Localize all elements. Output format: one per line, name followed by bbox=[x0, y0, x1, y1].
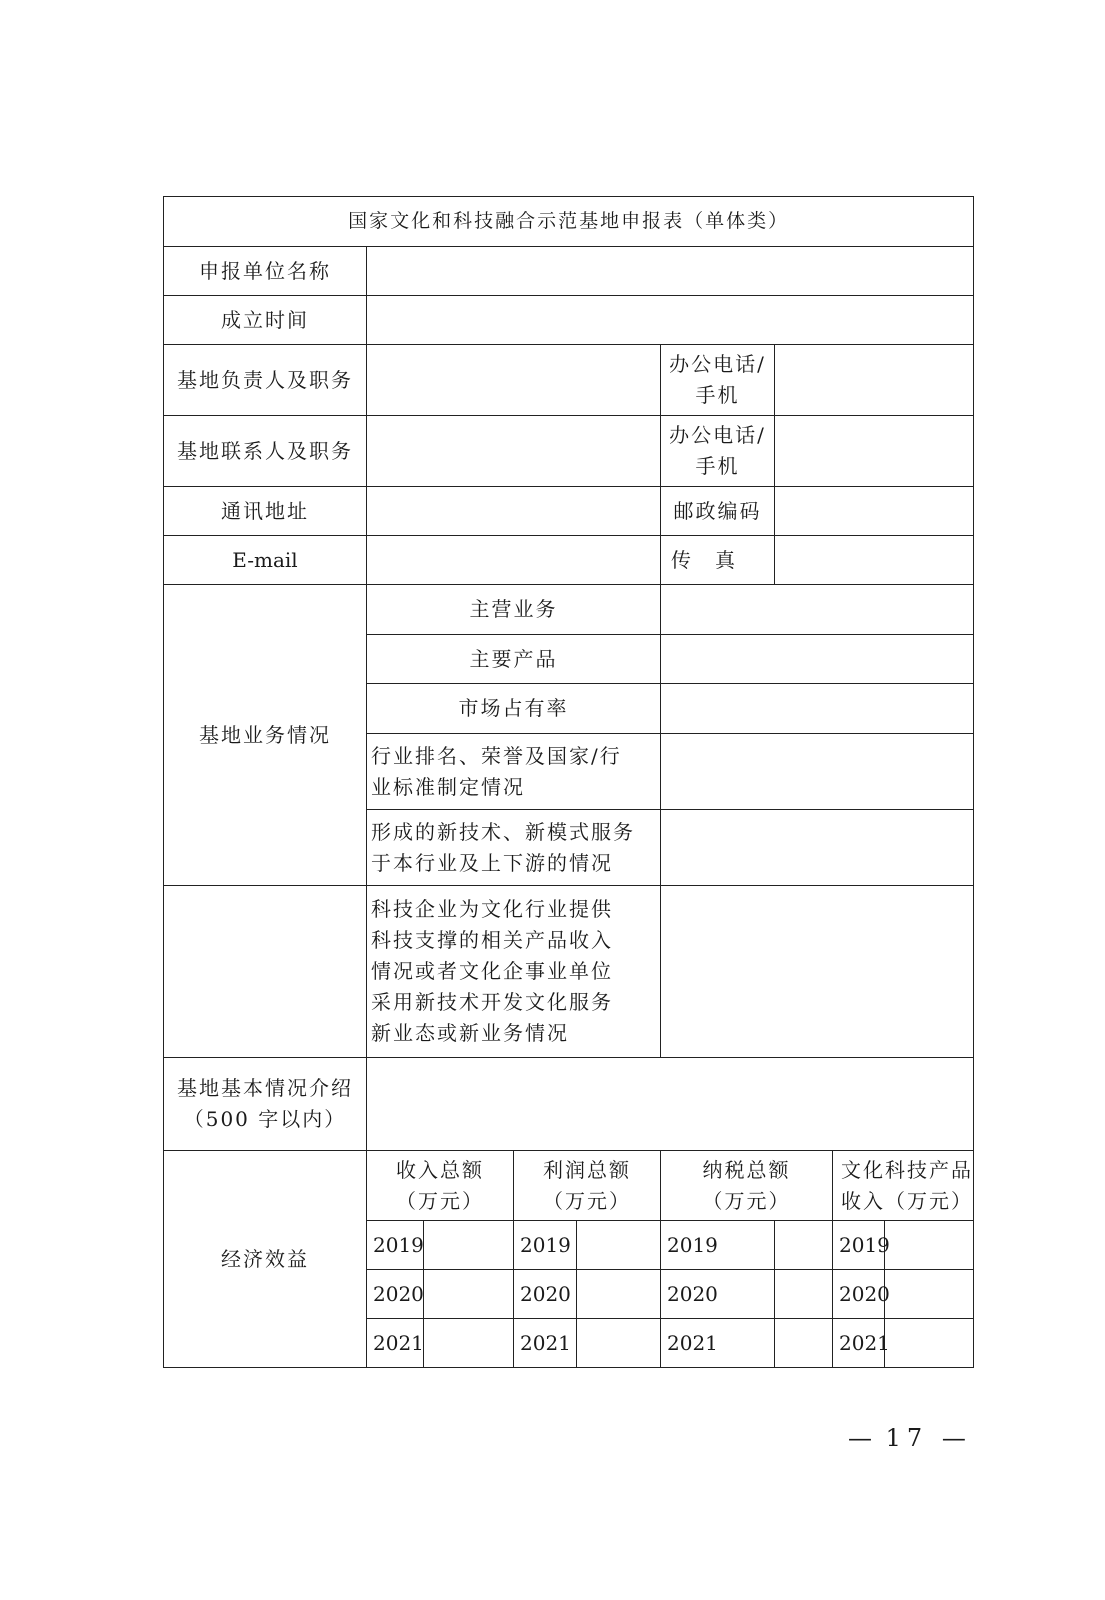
econ-header-revenue bbox=[367, 1151, 514, 1221]
contact-phone-field[interactable] bbox=[775, 416, 974, 487]
row-address bbox=[164, 487, 974, 536]
year-label-revenue: 2021 bbox=[367, 1319, 424, 1368]
main-business-label: 主营业务 bbox=[367, 585, 661, 635]
main-products-label: 主要产品 bbox=[367, 635, 661, 684]
form-title: 国家文化和科技融合示范基地申报表（单体类） bbox=[164, 197, 974, 247]
page-number-value: 17 bbox=[885, 1424, 929, 1452]
ranking-label bbox=[367, 734, 661, 810]
tech-support-line: 采用新技术开发文化服务 bbox=[371, 990, 613, 1014]
culture-tech-2021-field[interactable] bbox=[885, 1319, 974, 1368]
year-label-culture-tech: 2020 bbox=[833, 1270, 885, 1319]
year-label-profit: 2021 bbox=[514, 1319, 577, 1368]
fax-field[interactable] bbox=[775, 536, 974, 585]
year-label-profit: 2019 bbox=[514, 1221, 577, 1270]
tech-support-line: 新业态或新业务情况 bbox=[371, 1021, 569, 1045]
ranking-label-line1: 行业排名、荣誉及国家/行 bbox=[371, 743, 622, 768]
profit-2020-field[interactable] bbox=[577, 1270, 661, 1319]
tech-support-label bbox=[367, 886, 661, 1058]
contact-phone-label bbox=[661, 416, 775, 487]
row-contact bbox=[164, 416, 974, 487]
postcode-field[interactable] bbox=[775, 487, 974, 536]
row-leader bbox=[164, 345, 974, 416]
main-business-field[interactable] bbox=[661, 585, 974, 635]
unit-name-label: 申报单位名称 bbox=[164, 247, 367, 296]
page-dash-left: — bbox=[848, 1424, 872, 1452]
market-share-label: 市场占有率 bbox=[367, 684, 661, 734]
profit-2021-field[interactable] bbox=[577, 1319, 661, 1368]
year-label-revenue: 2019 bbox=[367, 1221, 424, 1270]
postcode-label: 邮政编码 bbox=[661, 487, 775, 536]
main-products-field[interactable] bbox=[661, 635, 974, 684]
contact-phone-label-line1: 办公电话/ bbox=[669, 423, 766, 447]
intro-label-line2: （500 字以内） bbox=[183, 1107, 347, 1131]
profit-2019-field[interactable] bbox=[577, 1221, 661, 1270]
fax-label: 传 真 bbox=[661, 536, 775, 585]
econ-header-line2: （万元） bbox=[702, 1188, 791, 1213]
year-label-profit: 2020 bbox=[514, 1270, 577, 1319]
culture-tech-2020-field[interactable] bbox=[885, 1270, 974, 1319]
application-form bbox=[163, 196, 974, 1368]
newtech-label-line1: 形成的新技术、新模式服务 bbox=[371, 819, 635, 844]
email-label: E-mail bbox=[164, 536, 367, 585]
intro-label bbox=[164, 1058, 367, 1151]
tech-support-field[interactable] bbox=[661, 886, 974, 1058]
leader-field[interactable] bbox=[367, 345, 661, 416]
founded-field[interactable] bbox=[367, 296, 974, 345]
econ-header-profit bbox=[514, 1151, 661, 1221]
intro-label-line1: 基地基本情况介绍 bbox=[177, 1076, 353, 1100]
year-label-culture-tech: 2019 bbox=[833, 1221, 885, 1270]
culture-tech-2019-field[interactable] bbox=[885, 1221, 974, 1270]
econ-header-line2: （万元） bbox=[543, 1188, 631, 1213]
page-number bbox=[848, 1424, 966, 1452]
year-label-tax: 2019 bbox=[661, 1221, 775, 1270]
econ-label: 经济效益 bbox=[164, 1151, 367, 1368]
row-founded bbox=[164, 296, 974, 345]
revenue-2020-field[interactable] bbox=[424, 1270, 514, 1319]
econ-header-line1: 纳税总额 bbox=[702, 1157, 791, 1182]
row-main-business bbox=[164, 585, 974, 635]
tech-support-line: 科技企业为文化行业提供 bbox=[371, 897, 613, 921]
form-table bbox=[163, 196, 974, 1368]
tech-support-line: 科技支撑的相关产品收入 bbox=[371, 928, 613, 952]
address-label: 通讯地址 bbox=[164, 487, 367, 536]
year-label-tax: 2020 bbox=[661, 1270, 775, 1319]
founded-label: 成立时间 bbox=[164, 296, 367, 345]
year-label-revenue: 2020 bbox=[367, 1270, 424, 1319]
row-econ-header bbox=[164, 1151, 974, 1221]
revenue-2019-field[interactable] bbox=[424, 1221, 514, 1270]
year-label-tax: 2021 bbox=[661, 1319, 775, 1368]
row-tech-support bbox=[164, 886, 974, 1058]
unit-name-field[interactable] bbox=[367, 247, 974, 296]
leader-phone-label-line2: 手机 bbox=[695, 383, 740, 407]
leader-phone-field[interactable] bbox=[775, 345, 974, 416]
tech-support-line: 情况或者文化企事业单位 bbox=[371, 959, 613, 983]
leader-phone-label-line1: 办公电话/ bbox=[669, 352, 766, 376]
ranking-label-line2: 业标准制定情况 bbox=[371, 774, 525, 799]
intro-field[interactable] bbox=[367, 1058, 974, 1151]
newtech-field[interactable] bbox=[661, 810, 974, 886]
econ-header-tax bbox=[661, 1151, 833, 1221]
newtech-label bbox=[367, 810, 661, 886]
business-label: 基地业务情况 bbox=[164, 585, 367, 886]
econ-header-line1: 利润总额 bbox=[543, 1157, 631, 1182]
tax-2020-field[interactable] bbox=[775, 1270, 833, 1319]
address-field[interactable] bbox=[367, 487, 661, 536]
econ-header-line1: 文化科技产品 bbox=[841, 1157, 973, 1182]
tech-support-blank-label bbox=[164, 886, 367, 1058]
leader-label: 基地负责人及职务 bbox=[164, 345, 367, 416]
contact-label: 基地联系人及职务 bbox=[164, 416, 367, 487]
leader-phone-label bbox=[661, 345, 775, 416]
econ-header-line2: 收入（万元） bbox=[841, 1188, 973, 1213]
econ-header-culture-tech bbox=[833, 1151, 974, 1221]
market-share-field[interactable] bbox=[661, 684, 974, 734]
row-intro bbox=[164, 1058, 974, 1151]
ranking-field[interactable] bbox=[661, 734, 974, 810]
year-label-culture-tech: 2021 bbox=[833, 1319, 885, 1368]
email-field[interactable] bbox=[367, 536, 661, 585]
contact-field[interactable] bbox=[367, 416, 661, 487]
revenue-2021-field[interactable] bbox=[424, 1319, 514, 1368]
row-email bbox=[164, 536, 974, 585]
page-dash-right: — bbox=[941, 1424, 966, 1452]
title-row bbox=[164, 197, 974, 247]
econ-header-line1: 收入总额 bbox=[396, 1157, 484, 1182]
tax-2019-field[interactable] bbox=[775, 1221, 833, 1270]
econ-header-line2: （万元） bbox=[396, 1188, 484, 1213]
tax-2021-field[interactable] bbox=[775, 1319, 833, 1368]
contact-phone-label-line2: 手机 bbox=[695, 454, 740, 478]
newtech-label-line2: 于本行业及上下游的情况 bbox=[371, 850, 613, 875]
row-unit-name bbox=[164, 247, 974, 296]
